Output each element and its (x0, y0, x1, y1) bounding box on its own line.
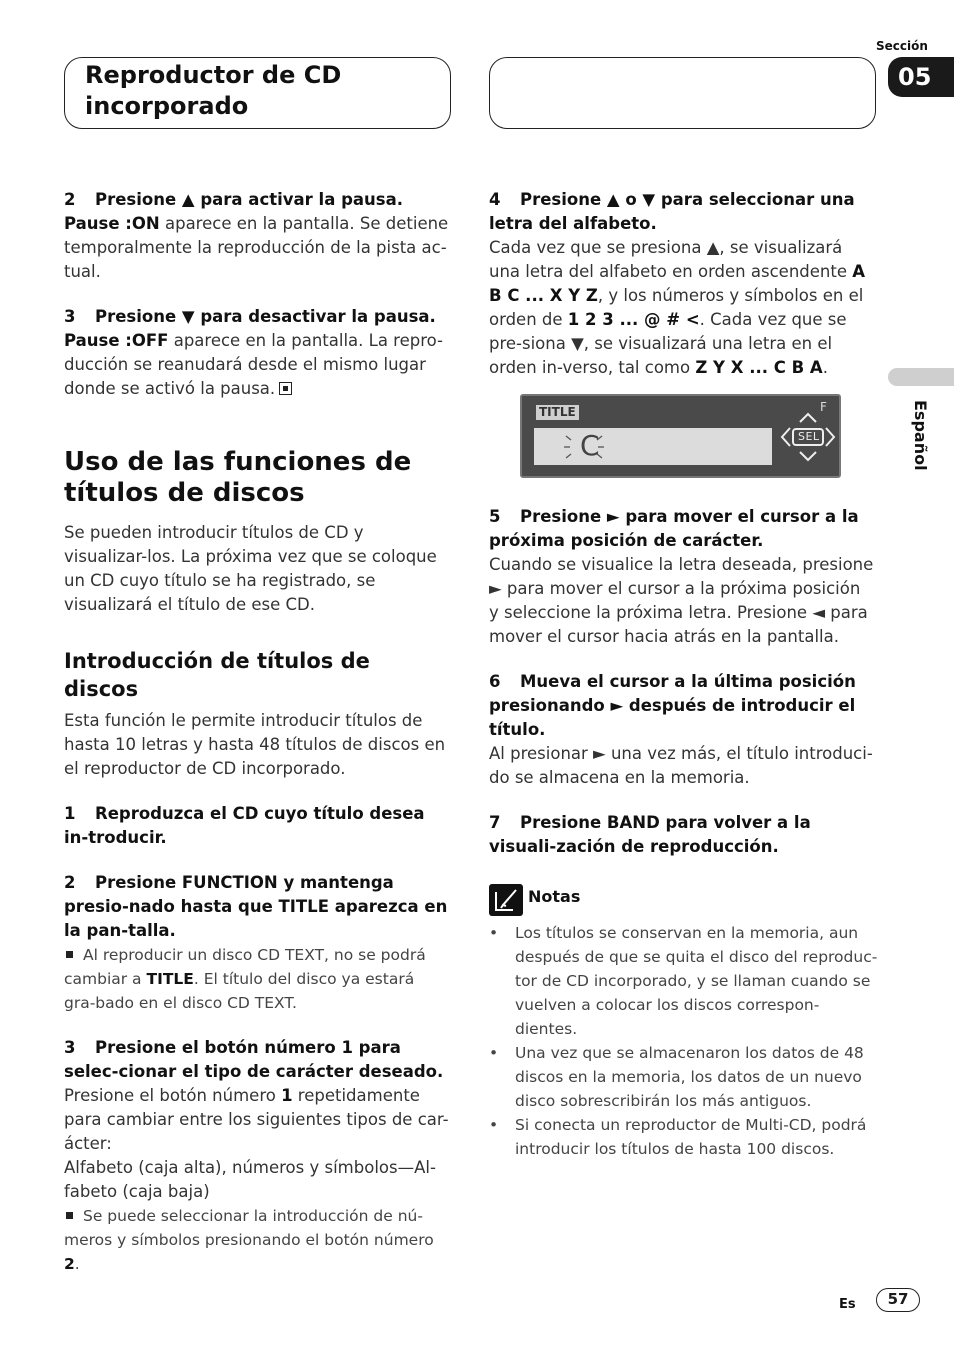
left-column (64, 188, 450, 1276)
step-title: Reproduzca el CD cuyo título desea in-troducir. (64, 804, 425, 847)
body-bold: 1 2 3 ... @ # < (567, 310, 700, 329)
chapter-title-box (64, 57, 451, 129)
step-number: 5 (489, 507, 501, 526)
note-text: Al reproducir un disco CD TEXT, no se podrá cambiar a (64, 946, 426, 988)
title-step-2 (64, 871, 450, 943)
title-step-1 (64, 802, 450, 850)
notes-pen-icon (489, 884, 523, 916)
step-title: Mueva el cursor a la última posición presionando ► después de introducir el título. (489, 672, 856, 739)
body-bold: Z Y X ... C B A (695, 358, 823, 377)
step-2-text: aparece en la pantalla. Se detiene temporalmente la reproducción de la pista ac-tual. (64, 214, 449, 281)
step-number: 6 (489, 672, 501, 691)
note-text: . (74, 1255, 80, 1273)
title-step-3-body (64, 1084, 450, 1156)
step-title: Presione ► para mover el cursor a la próxima posición de carácter. (489, 507, 859, 550)
section-heading (64, 447, 450, 509)
section-label: Sección (876, 39, 928, 53)
note-text: . El título del disco ya estará gra-bado en el disco CD TEXT. (64, 970, 415, 1012)
step-4-body (489, 236, 875, 380)
lcd-screen (534, 428, 772, 465)
step-5 (489, 505, 875, 553)
step-4 (489, 188, 875, 236)
title-step-3-note (64, 1204, 450, 1276)
step-number: 4 (489, 190, 501, 209)
step-7 (489, 811, 875, 859)
section-heading-line1: Uso de las funciones de (64, 447, 412, 477)
step-3-body (64, 329, 450, 401)
section-heading-line2: títulos de discos (64, 478, 305, 508)
chapter-title-line1: Reproductor de CD (85, 61, 342, 89)
lcd-title-indicator: TITLE (536, 405, 579, 420)
step-title: Presione ▼ para desactivar la pausa. (95, 307, 436, 326)
body-text: repetidamente para cambiar entre los siguientes tipos de car-ácter: (64, 1086, 449, 1153)
step-title: Presione ▲ o ▼ para seleccionar una letra del alfabeto. (489, 190, 855, 233)
body-text: . (822, 358, 828, 377)
step-3-text: aparece en la pantalla. La repro-ducción se reanudará desde el mismo lugar donde se activó la pausa. (64, 331, 444, 398)
step-3-pause-off (64, 305, 450, 329)
notes-list (489, 921, 881, 1161)
footer-language: Es (839, 1297, 856, 1312)
subsection-intro: Esta función le permite introducir títulos de hasta 10 letras y hasta 48 títulos de discos en el reproductor de CD incorporado. (64, 711, 446, 778)
right-column-continued (489, 505, 875, 859)
step-number: 2 (64, 873, 76, 892)
lcd-display-illustration (520, 394, 841, 478)
chapter-title (85, 60, 341, 122)
step-number: 3 (64, 307, 76, 326)
language-tab (888, 368, 954, 386)
note-item: • Si conecta un reproductor de Multi-CD, podrá introducir los títulos de hasta 100 discos. (489, 1113, 881, 1161)
step-title: Presione el botón número 1 para selec-cionar el tipo de carácter deseado. (64, 1038, 444, 1081)
body-bold: 1 (281, 1086, 293, 1105)
subsection-heading: Introducción de títulos de discos (64, 649, 370, 701)
square-bullet-icon (66, 1212, 73, 1219)
note-bold: TITLE (146, 970, 194, 988)
step-6 (489, 670, 875, 742)
title-step-3-types: Alfabeto (caja alta), números y símbolos—Al-fabeto (caja baja) (64, 1158, 436, 1201)
end-mark-icon (279, 382, 292, 395)
step-number: 3 (64, 1038, 76, 1057)
pause-on-text: Pause :ON (64, 214, 160, 233)
step-2-body (64, 212, 450, 284)
right-column (489, 188, 875, 380)
pause-off-text: Pause :OFF (64, 331, 169, 350)
note-text: Se puede seleccionar la introducción de nú-meros y símbolos presionando el botón número (64, 1207, 434, 1249)
step-2-pause-on (64, 188, 450, 212)
side-language-label: Español (911, 400, 930, 471)
step-number: 7 (489, 813, 501, 832)
title-step-2-note (64, 943, 450, 1015)
step-title: Presione FUNCTION y mantenga presio-nado hasta que TITLE aparezca en la pan-talla. (64, 873, 448, 940)
step-number: 1 (64, 804, 76, 823)
section-intro: Se pueden introducir títulos de CD y visualizar-los. La próxima vez que se coloque un CD cuyo título se ha registrado, se visualizará el título de ese CD. (64, 523, 437, 614)
header-empty-box (489, 57, 876, 129)
sel-label: SEL (798, 430, 820, 443)
body-text: . Cada vez que se pre-siona ▼, se visualizará una letra en el orden in-verso, tal como (489, 310, 847, 377)
notes-label: Notas (528, 887, 581, 906)
step-6-body: Al presionar ► una vez más, el título introduci-do se almacena en la memoria. (489, 744, 873, 787)
step-number: 2 (64, 190, 76, 209)
chapter-title-line2: incorporado (85, 92, 249, 120)
body-text: Presione el botón número (64, 1086, 282, 1105)
note-item: • Los títulos se conservan en la memoria, aun después de que se quita el disco del reproduc-tor de CD incorporado, y se llaman cuando se vuelven a colocar los discos correspon-dientes. (489, 921, 881, 1041)
note-item: • Una vez que se almacenaron los datos de 48 discos en la memoria, los datos de un nuevo disco sobrescribirán los más antiguos. (489, 1041, 881, 1113)
body-text: , y los números y símbolos en el orden de (489, 286, 864, 329)
section-number-badge: 05 (888, 57, 954, 97)
step-title: Presione ▲ para activar la pausa. (95, 190, 403, 209)
step-5-body: Cuando se visualice la letra deseada, presione ► para mover el cursor a la próxima posición y seleccione la próxima letra. Presione ◄ para mover el cursor hacia atrás en la pantalla. (489, 555, 874, 646)
note-bold: 2 (64, 1255, 75, 1273)
square-bullet-icon (66, 951, 73, 958)
title-step-3 (64, 1036, 450, 1084)
step-title: Presione BAND para volver a la visuali-zación de reproducción. (489, 813, 811, 856)
body-bold: A B C ... X Y Z (489, 262, 866, 305)
lcd-f-indicator: F (820, 400, 827, 414)
body-text: Cada vez que se presiona ▲, se visualizará una letra del alfabeto en orden ascendente (489, 238, 853, 281)
lcd-character: C (580, 429, 600, 462)
page-number: 57 (876, 1288, 920, 1312)
